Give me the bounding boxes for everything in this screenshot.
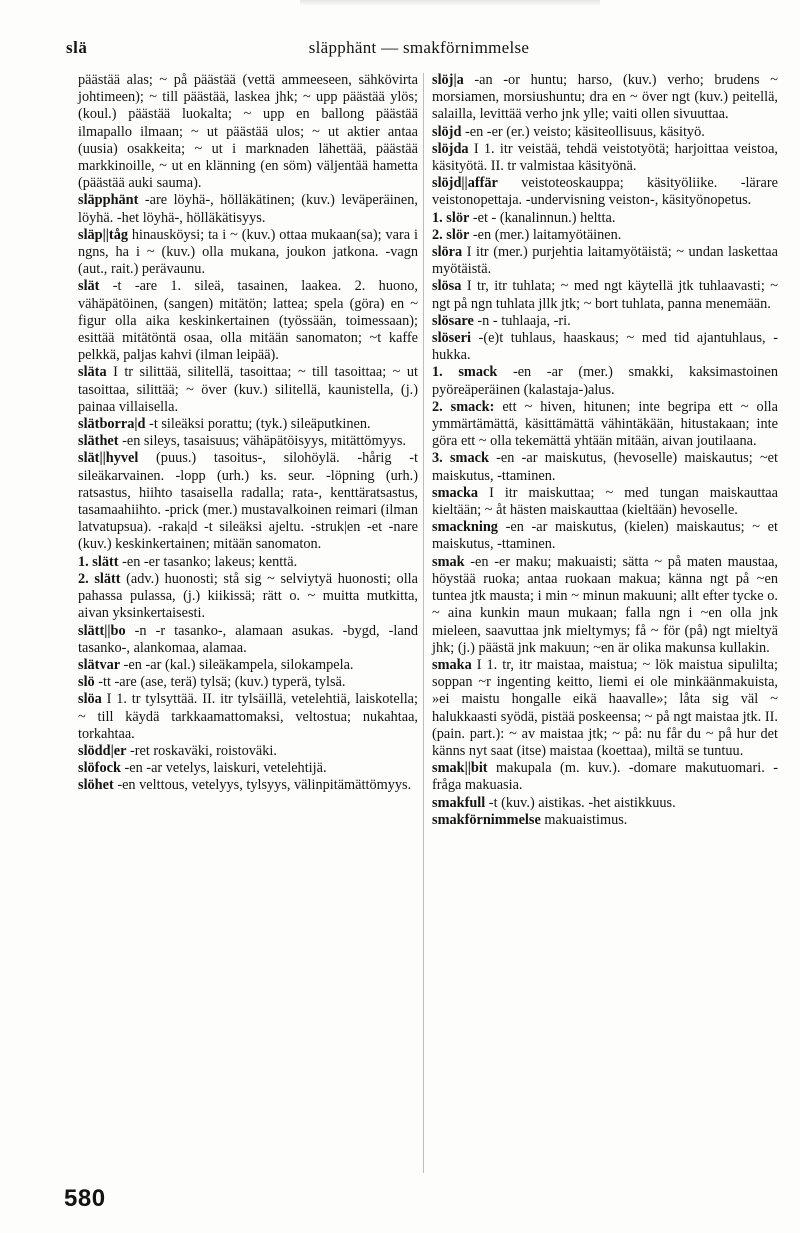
dictionary-entry: [78, 416, 418, 433]
entry-definition: -et - (kanalinnun.) heltta.: [469, 209, 616, 226]
entry-headword: smackning: [432, 519, 498, 536]
entry-headword: slöjda: [432, 140, 469, 157]
entry-definition: makuaistimus.: [540, 811, 628, 828]
entry-headword: slösa: [432, 278, 462, 295]
dictionary-entry: [432, 330, 778, 364]
dictionary-entry: [432, 141, 778, 175]
entry-definition: I itr (mer.) purjehtia laitamyötäistä; ~ undan laskettaa myötäistä.: [432, 244, 778, 278]
entry-headword: släta: [78, 364, 107, 381]
entry-definition: -t -are 1. sileä, tasainen, laakea. 2. huono, vähäpätöinen, (sangen) mitätön; lattea; spela (göra) en ~ figur olla aika keskinkertainen (työssään, toimessaan); esittää mitätöntä osaa, olla mitään sanomaton; ~t kaffe pelkkä, paljas kahvi (ilman leipää).: [78, 278, 418, 364]
entry-definition: ett ~ hiven, hitunen; inte begripa ett ~ olla ymmärtämättä, käsittämättä vähintäkään, hitustakaan; inte göra ett ~ olla tekemättä yhtään mitään, aivan joutilaana.: [432, 398, 778, 450]
dictionary-entry: [432, 244, 778, 278]
entry-definition: -t sileäksi porattu; (tyk.) sileäputkinen.: [145, 416, 371, 433]
dictionary-entry: [78, 760, 418, 777]
dictionary-entry: [432, 795, 778, 812]
dictionary-entry: [78, 674, 418, 691]
dictionary-entry: [432, 657, 778, 760]
entry-headword: släpphänt: [78, 192, 139, 209]
header-left-word: slä: [66, 38, 88, 57]
entry-headword: slät: [78, 278, 100, 295]
scan-shadow: [300, 0, 600, 6]
entry-definition: -en -ar (kal.) sileäkampela, silokampela.: [120, 656, 354, 673]
entry-definition: -n - tuhlaaja, -ri.: [473, 312, 571, 329]
entry-headword: 2. slätt: [78, 570, 121, 587]
dictionary-entry: [432, 399, 778, 451]
dictionary-entry: [78, 657, 418, 674]
entry-headword: slösare: [432, 312, 474, 329]
dictionary-entry: [78, 72, 418, 192]
entry-definition: -en -er (er.) veisto; käsiteollisuus, käsityö.: [461, 123, 705, 140]
dictionary-entry: [432, 210, 778, 227]
page-header: [66, 38, 772, 62]
column-divider: [423, 73, 424, 1173]
entry-definition: I 1. itr veistää, tehdä veistotyötä; harjoittaa veistoa, käsityötä. II. tr valmistaa käsityönä.: [432, 140, 778, 175]
entry-headword: 1. smack: [432, 364, 498, 381]
entry-headword: smacka: [432, 484, 479, 501]
dictionary-entry: [432, 364, 778, 398]
entry-headword: slö: [78, 674, 95, 691]
entry-definition: I tr silittää, silitellä, tasoittaa; ~ till tasoittaa; ~ ut tasoittaa, silittää; ~ över (kuv.) silitellä, kaunistella, (j.) painaa villaisella.: [78, 364, 418, 415]
header-title: släpphänt — smakförnimmelse: [308, 38, 530, 57]
dictionary-entry: [432, 450, 778, 484]
dictionary-entry: [78, 278, 418, 364]
entry-headword: slöfock: [78, 760, 121, 777]
dictionary-entry: [78, 571, 418, 623]
dictionary-entry: [432, 278, 778, 312]
entry-definition: päästää alas; ~ på päästää (vettä ammeeseen, sähkövirta johtimeen); ~ till päästää, laskea jhk; ~ upp päästää ylös; (koul.) päästää luokalta; ~ upp en ballong päästää ilmapallo ilmaan; ~ ut päästää ulos; ~ ut aktier antaa (uusia) osakkeita; ~ ut i marknaden lähettää, päästää markkinoille, ~ ut en klänning (en söm) väljentää hametta (päästää auki sauma).: [78, 72, 418, 192]
entry-definition: -tt -are (ase, terä) tylsä; (kuv.) typerä, tylsä.: [94, 674, 346, 691]
entry-definition: hinausköysi; ta i ~ (kuv.) ottaa mukaan(sa); vara i ngns, ha i ~ (kuv.) olla mukana, joukon jatkona. -vagn (aut., rait.) perävaunu.: [78, 226, 418, 278]
entry-definition: I tr, itr tuhlata; ~ med ngt käytellä jtk tuhlaavasti; ~ ngt på ngn tuhlata jllk jtk; ~ bort tuhlata, panna menemään.: [432, 278, 778, 312]
dictionary-entry: [78, 450, 418, 553]
entry-headword: 3. smack: [432, 450, 489, 467]
entry-headword: slöjd: [432, 123, 462, 140]
dictionary-entry: [432, 175, 778, 209]
entry-definition: (adv.) huonosti; stå sig ~ selviytyä huonosti; olla pahassa pulassa, (j.) kiikissä; rätt o. ~ muitta mutkitta, aivan yksinkertaisesti.: [78, 570, 418, 622]
entry-definition: -en sileys, tasaisuus; vähäpätöisyys, mitättömyys.: [118, 433, 407, 450]
entry-definition: -en -er tasanko; lakeus; kenttä.: [118, 553, 298, 570]
entry-headword: slätvar: [78, 656, 121, 673]
dictionary-entry: [432, 485, 778, 519]
entry-definition: -en -ar maiskutus, (kielen) maiskautus; ~ et maiskutus, -ttaminen.: [432, 519, 778, 553]
right-column: [432, 72, 778, 829]
entry-definition: -ret roskaväki, roistoväki.: [126, 742, 277, 759]
entry-definition: -en -er maku; makuaisti; sätta ~ på maten maustaa, höystää ruoka; antaa ruokaan makua; känna ngt på ~en tuntea jtk mausta; i min ~ minun makuuni; allt efter tycke o. ~ aina kunkin maun mukaan; falla ngn i ~en olla jnk mieleen, saavuttaa jnk mieltymys; få ~ för (på) ngt mieltyä jhk; (j.) päästä jnk makuun; ~en är olika makunsa kullakin.: [432, 553, 778, 656]
entry-headword: slöa: [78, 691, 102, 708]
entry-definition: -t (kuv.) aistikas. -het aistikkuus.: [485, 794, 676, 811]
dictionary-entry: [78, 623, 418, 657]
entry-headword: 1. slör: [432, 209, 470, 226]
dictionary-entry: [78, 777, 418, 794]
dictionary-entry: [432, 124, 778, 141]
dictionary-entry: [432, 519, 778, 553]
entry-headword: slätborra|d: [78, 416, 146, 433]
entry-headword: slöhet: [78, 777, 114, 794]
entry-definition: I 1. tr tylsyttää. II. itr tylsäillä, vetelehtiä, laiskotella; ~ till käydä tarkkaamattomaksi, veltostua; nukahtaa, torkahtaa.: [78, 691, 418, 742]
entry-definition: -en velttous, vetelyys, tylsyys, välinpitämättömyys.: [113, 777, 412, 794]
entry-headword: smak: [432, 553, 465, 570]
dictionary-entry: [78, 227, 418, 279]
entry-headword: 2. slör: [432, 226, 470, 243]
entry-definition: -en -ar maiskutus, (hevoselle) maiskautus; ~et maiskutus, -ttaminen.: [432, 450, 778, 484]
page-number: 580: [64, 1185, 106, 1212]
entry-definition: I 1. tr, itr maistaa, maistua; ~ lök maistua sipulilta; soppan ~r ingenting keitto, liemi ei ole minkäänmakuista, »ei maistu hongalle eikä haavalle»; låta sig väl ~ halukkaasti syödä, pistää poskeensa; ~ på ngt maistaa jtk. II. (pain. part.): ~ av maistaa jtk; ~ på: nu får du ~ på hur det känns nyt saat (itse) maistaa (koettaa), miltä se tuntuu.: [432, 656, 778, 759]
entry-headword: slätt||bo: [78, 622, 126, 639]
dictionary-entry: [78, 364, 418, 416]
entry-headword: smak||bit: [432, 760, 488, 777]
dictionary-entry: [78, 192, 418, 226]
entry-definition: I itr maiskuttaa; ~ med tungan maiskauttaa kieltään; ~ åt hästen maiskauttaa (kieltään) hevoselle.: [432, 484, 778, 519]
entry-headword: slöjd||affär: [432, 175, 498, 192]
entry-definition: -(e)t tuhlaus, haaskaus; ~ med tid ajantuhlaus, -hukka.: [432, 330, 778, 364]
dictionary-entry: [432, 760, 778, 794]
entry-headword: slöj|a: [432, 72, 464, 88]
entry-definition: -en -ar vetelys, laiskuri, vetelehtijä.: [120, 760, 327, 777]
dictionary-entry: [432, 812, 778, 829]
left-column: [78, 72, 418, 795]
entry-headword: smakfull: [432, 794, 486, 811]
entry-headword: släthet: [78, 433, 119, 450]
entry-headword: smakförnimmelse: [432, 811, 541, 828]
entry-headword: slät||hyvel: [78, 450, 139, 467]
dictionary-entry: [78, 743, 418, 760]
entry-definition: -n -r tasanko-, alamaan asukas. -bygd, -land tasanko-, alankomaa, alamaa.: [78, 622, 418, 656]
entry-headword: slödd|er: [78, 742, 127, 759]
entry-headword: slöra: [432, 244, 463, 261]
dictionary-entry: [78, 691, 418, 743]
dictionary-entry: [432, 313, 778, 330]
entry-definition: -an -or huntu; harso, (kuv.) verho; brudens ~ morsiamen, morsiushuntu; dra en ~ över ngt (kuv.) peitellä, salailla, levittää verho jnk ylle; vaiti ollen sivuuttaa.: [432, 72, 778, 123]
entry-headword: 2. smack:: [432, 398, 495, 415]
dictionary-entry: [78, 554, 418, 571]
entry-definition: -en -ar (mer.) smakki, kaksimastoinen pyöreäperäinen (kalastaja-)alus.: [432, 364, 778, 398]
entry-headword: 1. slätt: [78, 553, 119, 570]
entry-headword: smaka: [432, 656, 472, 673]
entry-definition: -en (mer.) laitamyötäinen.: [469, 226, 622, 243]
entry-definition: -are löyhä-, hölläkätinen; (kuv.) leväperäinen, löyhä. -het löyhä-, hölläkätisyys.: [78, 192, 418, 226]
dictionary-entry: [78, 433, 418, 450]
dictionary-entry: [432, 72, 778, 124]
entry-definition: makupala (m. kuv.). -domare makutuomari. -fråga makuasia.: [432, 760, 778, 794]
entry-definition: veistoteoskauppa; käsityöliike. -lärare veistonopettaja. -undervisning veiston-, käsityönopetus.: [432, 175, 778, 209]
entry-headword: släp||tåg: [78, 226, 128, 243]
dictionary-entry: [432, 554, 778, 657]
entry-definition: (puus.) tasoitus-, silohöylä. -hårig -t sileäkarvainen. -lopp (urh.) ks. seur. -löpning (urh.) ratsastus, hiihto tasaisella radalla; rata-, kenttäratsastus, tasamaahiihto. -prick (mer.) mustavalkoinen reimari (ilman latvatupsua). -raka|d -t sileäksi ajeltu. -struk|en -et -nare (kuv.) keskinkertainen; mitään sanomaton.: [78, 450, 418, 553]
dictionary-entry: [432, 227, 778, 244]
entry-headword: slöseri: [432, 330, 471, 347]
